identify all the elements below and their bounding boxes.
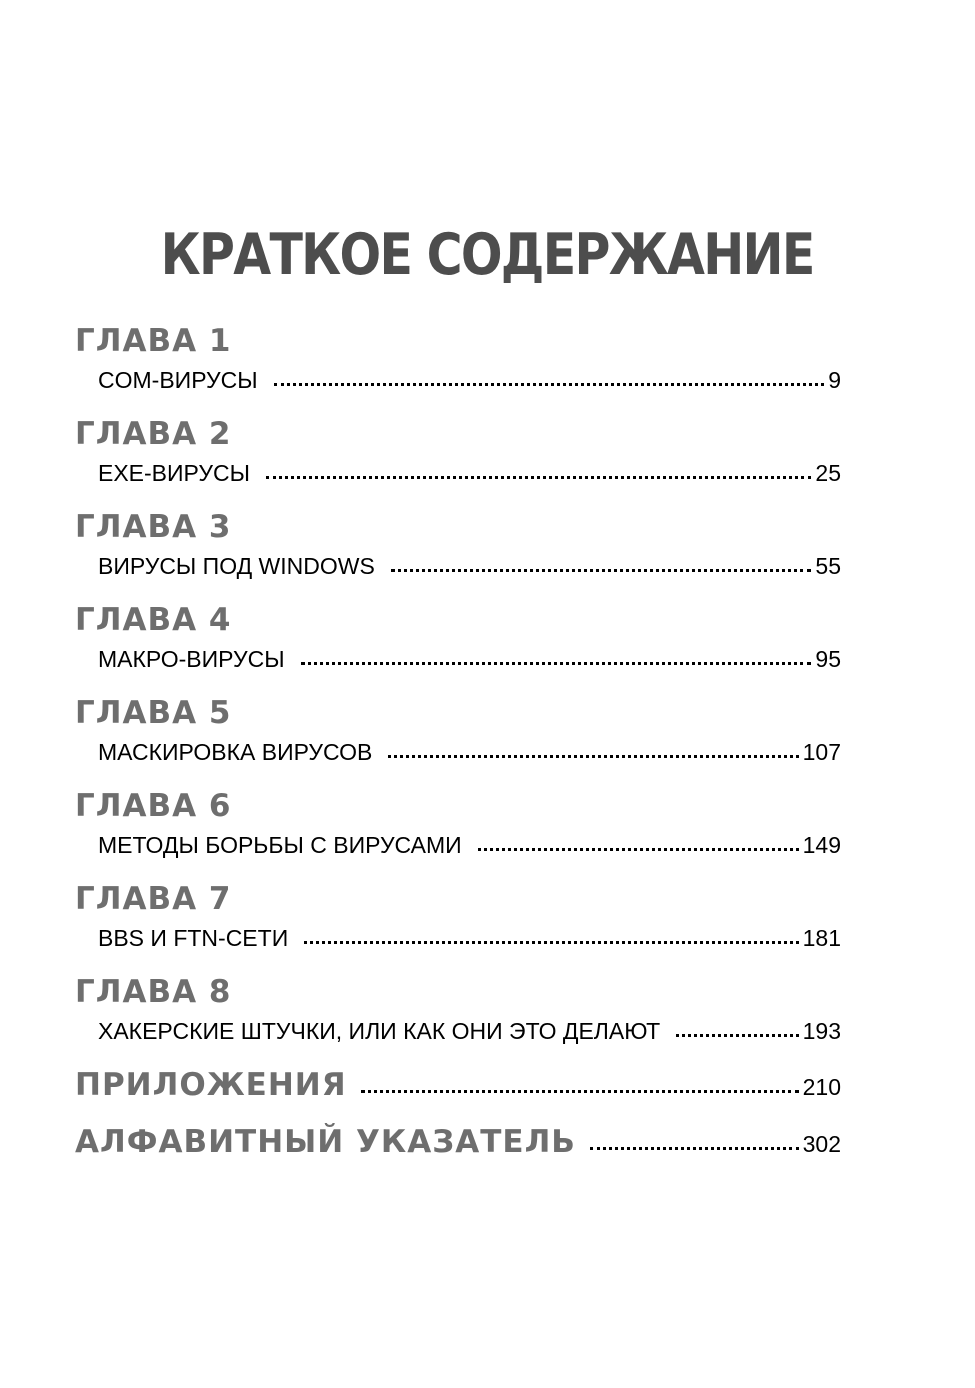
toc-entry[interactable] (98, 366, 841, 394)
toc-entry[interactable] (98, 924, 841, 952)
dot-leader (391, 569, 812, 572)
dot-leader (301, 662, 812, 665)
entry-title: МЕТОДЫ БОРЬБЫ С ВИРУСАМИ (98, 832, 462, 858)
index-title: АЛФАВИТНЫЙ УКАЗАТЕЛЬ (75, 1124, 576, 1160)
entry-title: МАКРО-ВИРУСЫ (98, 646, 285, 672)
chapter-7 (75, 882, 841, 952)
toc-entry[interactable] (98, 459, 841, 487)
appendix-title: ПРИЛОЖЕНИЯ (75, 1067, 347, 1103)
entry-page-number: 181 (802, 925, 841, 951)
entry-page-number: 149 (802, 832, 841, 858)
entry-page-number: 95 (815, 646, 841, 672)
chapter-8 (75, 975, 841, 1045)
toc-entry[interactable] (98, 738, 841, 766)
dot-leader (676, 1034, 798, 1037)
chapter-1 (75, 324, 841, 394)
toc-entry[interactable] (98, 1017, 841, 1045)
chapter-heading: ГЛАВА 2 (75, 416, 232, 452)
entry-title: EXE-ВИРУСЫ (98, 460, 250, 486)
dot-leader (266, 476, 811, 479)
toc-entry[interactable] (98, 645, 841, 673)
dot-leader (388, 755, 798, 758)
dot-leader (304, 941, 798, 944)
toc-entry[interactable] (98, 831, 841, 859)
entry-page-number: 193 (802, 1018, 841, 1044)
chapter-5 (75, 696, 841, 766)
dot-leader (361, 1090, 799, 1093)
appendix-page-number: 210 (802, 1074, 841, 1100)
chapter-heading: ГЛАВА 5 (75, 695, 232, 731)
chapter-4 (75, 603, 841, 673)
dot-leader (478, 848, 799, 851)
page-title: КРАТКОЕ СОДЕРЖАНИЕ (160, 222, 814, 288)
entry-title: МАСКИРОВКА ВИРУСОВ (98, 739, 373, 765)
chapter-heading: ГЛАВА 1 (75, 323, 232, 359)
entry-page-number: 25 (815, 460, 841, 486)
entry-page-number: 55 (815, 553, 841, 579)
dot-leader (590, 1147, 799, 1150)
chapter-6 (75, 789, 841, 859)
index-page-number: 302 (802, 1131, 841, 1157)
dot-leader (274, 383, 825, 386)
chapter-3 (75, 510, 841, 580)
appendix-entry[interactable] (75, 1068, 841, 1102)
entry-page-number: 107 (802, 739, 841, 765)
chapter-heading: ГЛАВА 4 (75, 602, 232, 638)
chapter-2 (75, 417, 841, 487)
chapter-heading: ГЛАВА 7 (75, 881, 232, 917)
entry-title: BBS И FTN-СЕТИ (98, 925, 289, 951)
entry-title: COM-ВИРУСЫ (98, 367, 258, 393)
toc-entry[interactable] (98, 552, 841, 580)
entry-title: ХАКЕРСКИЕ ШТУЧКИ, ИЛИ КАК ОНИ ЭТО ДЕЛАЮТ (98, 1018, 661, 1044)
entry-title: ВИРУСЫ ПОД WINDOWS (98, 553, 375, 579)
chapter-heading: ГЛАВА 8 (75, 974, 232, 1010)
index-entry[interactable] (75, 1125, 841, 1159)
entry-page-number: 9 (828, 367, 841, 393)
chapter-heading: ГЛАВА 3 (75, 509, 232, 545)
chapter-heading: ГЛАВА 6 (75, 788, 232, 824)
